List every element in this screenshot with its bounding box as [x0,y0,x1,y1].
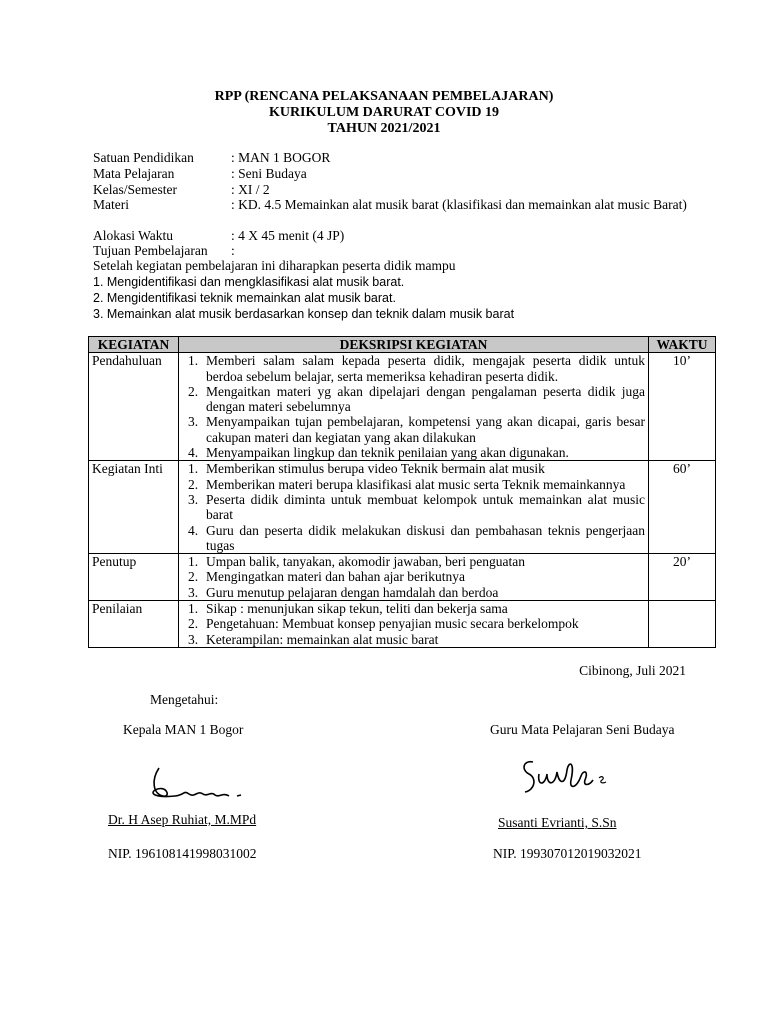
activity-name: Penutup [89,554,179,601]
objectives-intro: Setelah kegiatan pembelajaran ini diharapkan peserta didik mampu [93,258,456,273]
list-item: 2. Mengaitkan materi yg akan dipelajari dengan pengalaman peserta didik juga dengan materi sebelumnya [188,383,645,415]
activity-description [179,601,649,648]
list-item: 1. Umpan balik, tanyakan, akomodir jawaban, beri penguatan [188,554,526,570]
identity-value: : KD. 4.5 Memainkan alat musik barat (klasifikasi dan memainkan alat music Barat) [231,197,687,212]
left-signer-nip: NIP. 196108141998031002 [108,846,257,861]
doc-title-line3: TAHUN 2021/2021 [327,121,441,136]
identity-value: : MAN 1 BOGOR [231,150,331,165]
left-signer-role: Kepala MAN 1 Bogor [123,722,244,737]
list-item: 1. Memberi salam salam kepada peserta didik, mengajak peserta didik untuk berdoa sebelum belajar, serta memeriksa kehadiran peserta didik. [188,353,645,384]
list-item: 1. Memberikan stimulus berupa video Teknik bermain alat musik [188,461,545,477]
list-item: 2. Pengetahuan: Membuat konsep penyajian music secara berkelompok [188,616,579,632]
doc-title-line2: KURIKULUM DARURAT COVID 19 [268,105,500,120]
activity-time: 10’ [649,353,716,461]
activity-time: 60’ [649,461,716,554]
table-row [89,554,716,601]
objective-item: 1. Mengidentifikasi dan mengklasifikasi alat musik barat. [93,275,405,289]
right-signer-nip: NIP. 199307012019032021 [493,846,642,861]
list-item: 4. Guru dan peserta didik melakukan diskusi dan pembahasan teknis pengerjaan tugas [188,522,645,553]
objective-item: 2. Mengidentifikasi teknik memainkan alat musik barat. [93,291,396,305]
objective-item: 3. Memainkan alat musik berdasarkan konsep dan teknik dalam musik barat [93,307,515,321]
table-row [89,601,716,648]
identity-label: Materi [93,197,129,212]
identity-label: Alokasi Waktu [93,228,174,243]
identity-label: Kelas/Semester [93,182,177,197]
activity-name: Pendahuluan [89,353,179,461]
activity-time: 20’ [649,554,716,601]
list-item: 3. Peserta didik diminta untuk membuat kelompok untuk memainkan alat music barat [188,491,645,523]
left-signature-mark [145,760,250,810]
activity-description [179,554,649,601]
identity-label: Tujuan Pembelajaran [93,243,208,258]
activity-time [649,601,716,648]
list-item: 3. Keterampilan: memainkan alat music barat [188,631,439,647]
list-item: 3. Menyampaikan tujan pembelajaran, kompetensi yang akan dicapai, garis besar cakupan materi dan kegiatan yang akan dilakukan [188,414,645,445]
list-item: 4. Menyampaikan lingkup dan teknik penilaian yang akan digunakan. [188,445,569,461]
column-header-waktu: WAKTU [649,337,716,353]
identity-value: : 4 X 45 menit (4 JP) [231,228,345,243]
identity-label: Satuan Pendidikan [93,150,194,165]
list-item: 2. Mengingatkan materi dan bahan ajar berikutnya [188,569,466,585]
identity-value: : Seni Budaya [231,166,307,181]
table-row [89,353,716,461]
identity-label: Mata Pelajaran [93,166,175,181]
left-signer-name: Dr. H Asep Ruhiat, M.MPd [108,812,257,827]
list-item: 1. Sikap : menunjukan sikap tekun, teliti dan bekerja sama [188,601,508,617]
right-signature-mark [515,756,610,806]
table-row [89,461,716,554]
right-signer-role: Guru Mata Pelajaran Seni Budaya [490,722,675,737]
activity-name: Penilaian [89,601,179,648]
activity-name: Kegiatan Inti [89,461,179,554]
list-item: 2. Memberikan materi berupa klasifikasi alat music serta Teknik memainkannya [188,476,626,492]
identity-value: : XI / 2 [231,182,270,197]
table-header-row [89,337,716,353]
right-signer-name: Susanti Evrianti, S.Sn [498,815,617,830]
list-item: 3. Guru menutup pelajaran dengan hamdalah dan berdoa [188,584,499,600]
acknowledged-label: Mengetahui: [150,692,219,707]
doc-title-line1: RPP (RENCANA PELAKSANAAN PEMBELAJARAN) [214,89,554,104]
place-date: Cibinong, Juli 2021 [579,663,686,678]
activity-table [88,336,716,648]
column-header-deskripsi: DEKSRIPSI KEGIATAN [179,337,649,353]
activity-description [179,353,649,461]
column-header-kegiatan: KEGIATAN [89,337,179,353]
identity-value: : [231,243,235,258]
activity-description [179,461,649,554]
